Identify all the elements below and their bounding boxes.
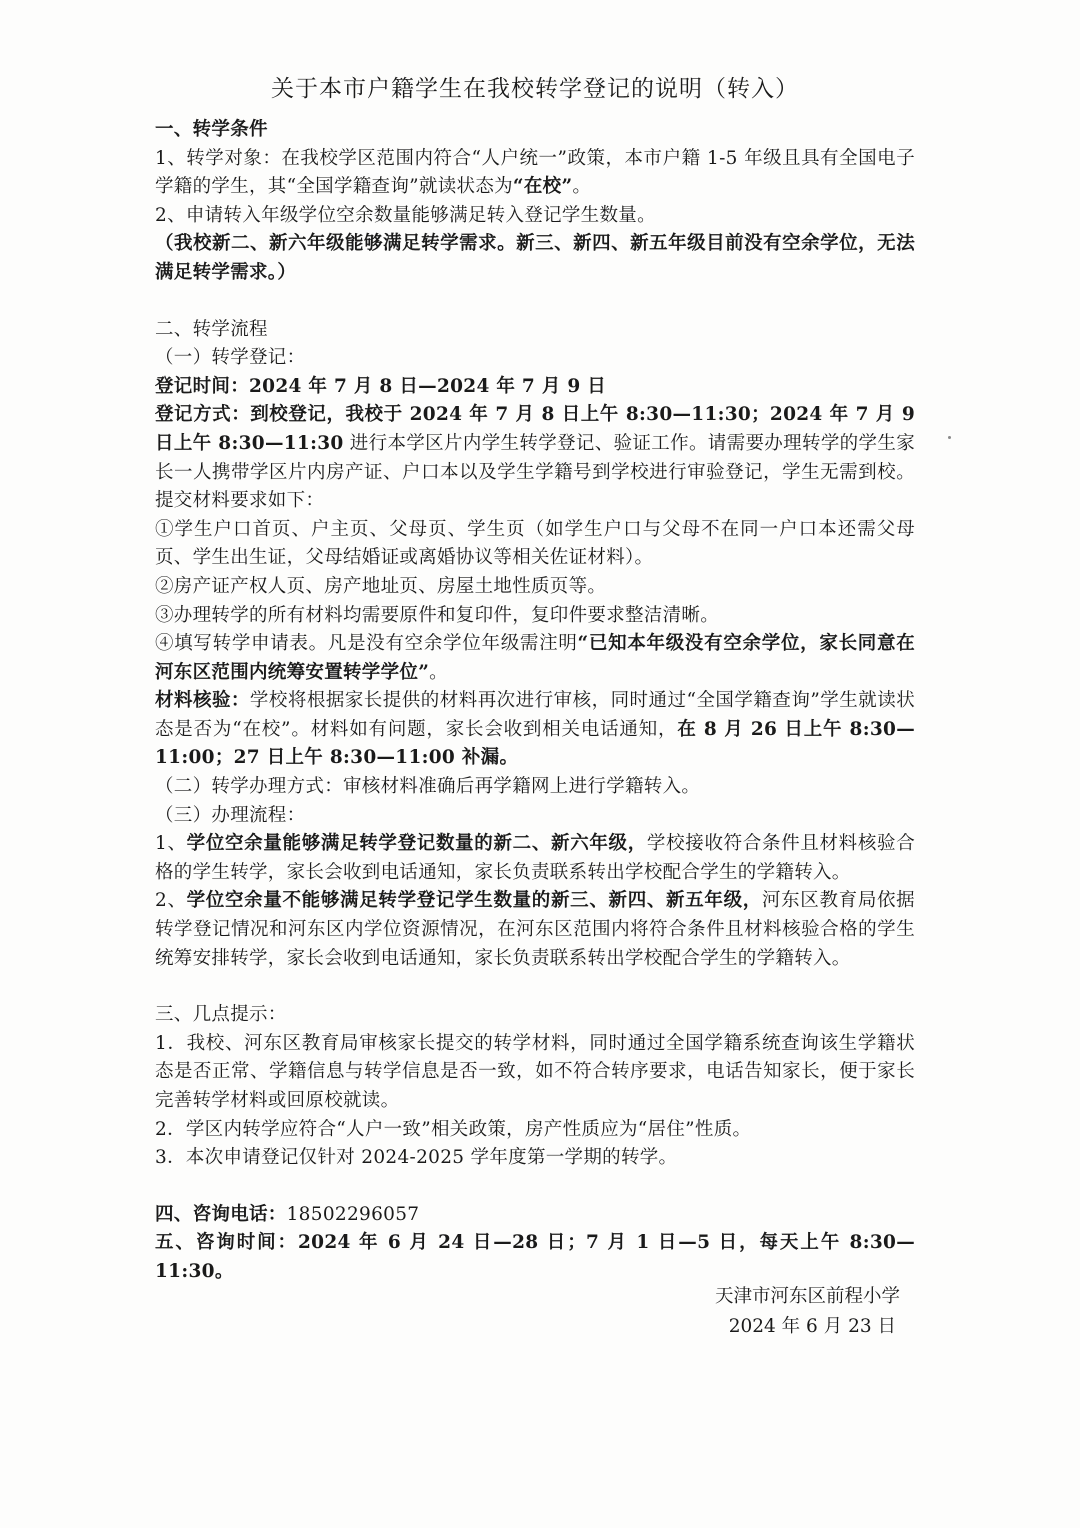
contact-time: 五、咨询时间：2024 年 6 月 24 日—28 日；7 月 1 日—5 日，每天上午 8:30—11:30。 [155, 1232, 915, 1282]
material-item-4-text: ④填写转学申请表。凡是没有空余学位年级需注明 [155, 633, 578, 655]
material-item-4-statement: “已知本年级没有空余学位，家长同意在河东区范围内统筹安置转学学位” [155, 633, 915, 683]
flow-item-2-number: 2、 [155, 890, 187, 912]
section1-note: （我校新二、新六年级能够满足转学需求。新三、新四、新五年级目前没有空余学位，无法满足转学需求。） [155, 233, 915, 283]
registration-method-text: 进行本学区片内学生转学登记、验证工作。请需要办理转学的学生家长一人携带学区片内房产证、户口本以及学生学籍号到学校进行审验登记，学生无需到校。提交材料要求如下： [155, 432, 916, 512]
section3-heading: 三、几点提示： [155, 1004, 287, 1026]
flow-item-2 [155, 887, 915, 973]
section1-item2: 2、申请转入年级学位空余数量能够满足转入登记学生数量。 [155, 204, 656, 226]
signature-block [715, 1282, 900, 1342]
tip-2: 2．学区内转学应符合“人户一致”相关政策，房产性质应为“居住”性质。 [155, 1118, 752, 1140]
registration-time: 登记时间：2024 年 7 月 8 日—2024 年 7 月 9 日 [155, 375, 607, 397]
flow-item-2-grades: 学位空余量不能够满足转学登记学生数量的新三、新四、新五年级， [186, 890, 762, 912]
tip-1: 1．我校、河东区教育局审核家长提交的转学材料，同时通过全国学籍系统查询该生学籍状态是否正常、学籍信息与转学信息是否一致，如不符合转序要求，电话告知家长，便于家长完善转学材料或回原校就读。 [155, 1032, 915, 1111]
scan-speck [948, 436, 951, 439]
spacer [155, 288, 915, 316]
flow-item-1-number: 1、 [155, 833, 187, 855]
registration-method [155, 401, 915, 515]
flow-item-1-grades: 学位空余量能够满足转学登记数量的新二、新六年级， [186, 833, 647, 855]
flow-item-1 [155, 830, 915, 887]
contact-phone: 18502296057 [286, 1203, 420, 1225]
section2-sub2: （二）转学办理方式：审核材料准确后再学籍网上进行学籍转入。 [155, 776, 701, 798]
material-verification-makeup: 在 8 月 26 日上午 8:30—11:00；27 日上午 8:30—11:00 补漏。 [155, 718, 915, 769]
material-verification-text: 学校将根据家长提供的材料再次进行审核，同时通过“全国学籍查询”学生就读状态是否为“在校”。材料如有问题，家长会收到相关电话通知， [155, 690, 915, 740]
section1-item1-text: 1、转学对象：在我校学区范围内符合“人户统一”政策，本市户籍 1-5 年级且具有全国电子学籍的学生，其“全国学籍查询”就读状态为 [155, 147, 915, 198]
section1-heading: 一、转学条件 [155, 119, 268, 140]
material-item-3: ③办理转学的所有材料均需要原件和复印件，复印件要求整洁清晰。 [155, 604, 720, 626]
material-item-4-end: 。 [429, 661, 448, 683]
section2-sub3: （三）办理流程： [155, 804, 306, 826]
spacer [155, 1173, 915, 1201]
material-verification-label: 材料核验： [155, 690, 250, 712]
registration-method-schedule: 登记方式：到校登记，我校于 2024 年 7 月 8 日上午 8:30—11:30；2024 年 7 月 9 日上午 8:30—11:30 [155, 404, 915, 454]
school-name: 天津市河东区前程小学 [714, 1286, 900, 1307]
document-title: 关于本市户籍学生在我校转学登记的说明（转入） [271, 76, 799, 102]
section1-item1 [155, 145, 915, 202]
signature-date: 2024 年 6 月 23 日 [728, 1316, 896, 1337]
material-item-2: ②房产证产权人页、房产地址页、房屋土地性质页等。 [155, 575, 607, 597]
material-item-4 [155, 630, 915, 687]
document-body [155, 72, 915, 1287]
material-verification [155, 687, 915, 773]
tip-3: 3．本次申请登记仅针对 2024-2025 学年度第一学期的转学。 [155, 1147, 678, 1169]
contact-phone-line [155, 1201, 915, 1230]
contact-phone-label: 四、咨询电话： [155, 1203, 287, 1225]
section2-sub1: （一）转学登记： [155, 347, 306, 369]
spacer [155, 973, 915, 1001]
section1-item1-end: 。 [572, 176, 592, 198]
flow-item-1-text: 学校接收符合条件且材料核验合格的学生转学，家长会收到电话通知，家长负责联系转出学校配合学生的学籍转入。 [155, 833, 916, 883]
section1-item1-status: “在校” [512, 176, 573, 198]
flow-item-2-text: 河东区教育局依据转学登记情况和河东区内学位资源情况，在河东区范围内将符合条件且材料核验合格的学生统筹安排转学，家长会收到电话通知，家长负责联系转出学校配合学生的学籍转入。 [155, 890, 915, 969]
material-item-1: ①学生户口首页、户主页、父母页、学生页（如学生户口与父母不在同一户口本还需父母页、学生出生证，父母结婚证或离婚协议等相关佐证材料）。 [155, 518, 915, 569]
section2-heading: 二、转学流程 [155, 318, 268, 340]
